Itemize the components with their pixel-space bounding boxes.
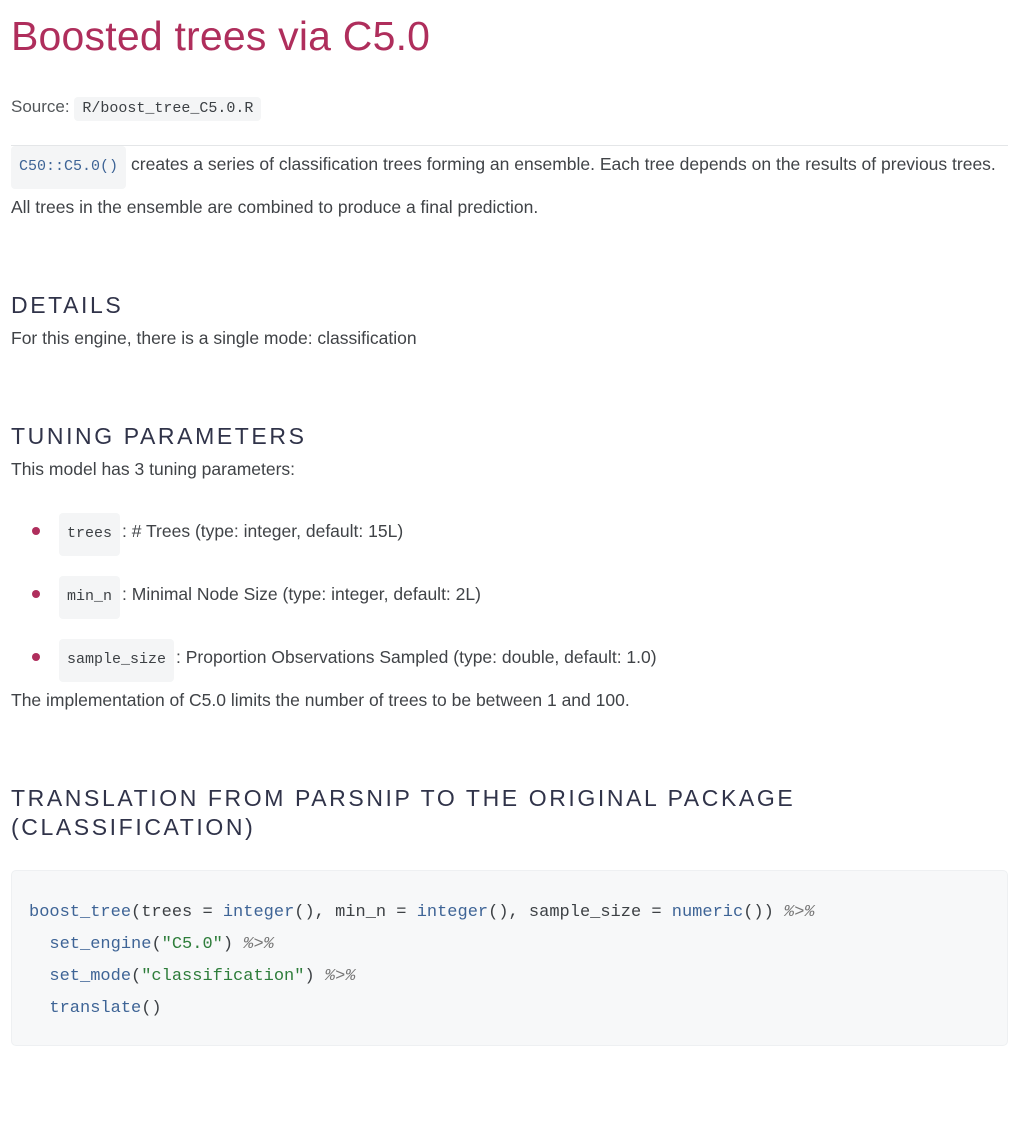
code-token: ): [304, 967, 325, 987]
tuning-parameter-list: [11, 513, 1008, 682]
list-item-sample-size: [11, 639, 1008, 682]
code-token: (), min_n =: [294, 903, 417, 923]
page-title: Boosted trees via C5.0: [11, 13, 431, 59]
function-reference-link[interactable]: C50::C5.0(): [11, 146, 126, 189]
code-token: ()): [743, 903, 784, 923]
code-link-integer[interactable]: integer: [416, 903, 489, 923]
code-token: ): [222, 935, 244, 955]
code-token: "C5.0": [161, 935, 223, 955]
section-heading-tuning-parameters: TUNING PARAMETERS: [11, 423, 307, 450]
section-heading-translation: [11, 784, 1008, 842]
code-link-integer[interactable]: integer: [222, 903, 295, 923]
code-token: %>%: [784, 903, 815, 923]
list-item-trees: [11, 513, 1008, 556]
details-body: For this engine, there is a single mode: classification: [11, 328, 417, 349]
translation-heading-line-2: (CLASSIFICATION): [11, 814, 256, 841]
source-line: [11, 97, 1008, 121]
code-link-boost_tree[interactable]: boost_tree: [29, 903, 132, 923]
intro-paragraph: [11, 146, 1008, 225]
code-link-set_engine[interactable]: set_engine: [49, 935, 152, 955]
param-desc-trees: : # Trees (type: integer, default: 15L): [122, 521, 404, 542]
code-token: %>%: [324, 967, 356, 987]
code-token: (: [131, 967, 142, 987]
list-item-min-n: [11, 576, 1008, 619]
code-token: (: [151, 935, 162, 955]
tuning-intro: This model has 3 tuning parameters:: [11, 459, 296, 480]
param-code-trees: trees: [59, 513, 120, 556]
param-desc-sample-size: : Proportion Observations Sampled (type: double, default: 1.0): [176, 647, 657, 668]
param-code-min-n: min_n: [59, 576, 120, 619]
source-file-link[interactable]: R/boost_tree_C5.0.R: [74, 97, 261, 121]
code-token: "classification": [141, 967, 305, 987]
code-link-set_mode[interactable]: set_mode: [49, 967, 132, 987]
code-token: %>%: [243, 935, 274, 955]
code-token: [29, 935, 49, 954]
code-block-content: [29, 903, 815, 1018]
tuning-note: The implementation of C5.0 limits the number of trees to be between 1 and 100.: [11, 690, 630, 711]
code-block: [11, 870, 1008, 1046]
param-code-sample-size: sample_size: [59, 639, 174, 682]
code-link-numeric[interactable]: numeric: [671, 903, 744, 923]
translation-heading-line-1: TRANSLATION FROM PARSNIP TO THE ORIGINAL PACKAGE: [11, 785, 796, 812]
code-token: (trees =: [131, 903, 223, 923]
code-link-translate[interactable]: translate: [49, 999, 142, 1019]
section-heading-details: DETAILS: [11, 292, 124, 319]
source-label: Source:: [11, 97, 70, 117]
param-desc-min-n: : Minimal Node Size (type: integer, default: 2L): [122, 584, 481, 605]
code-token: (), sample_size =: [488, 903, 672, 923]
code-token: [29, 967, 49, 986]
code-token: (): [141, 999, 162, 1019]
code-token: [29, 999, 49, 1018]
intro-text: creates a series of classification trees forming an ensemble. Each tree depends on the results of previous trees. All trees in the ensemble are combined to produce a final prediction.: [11, 154, 996, 218]
